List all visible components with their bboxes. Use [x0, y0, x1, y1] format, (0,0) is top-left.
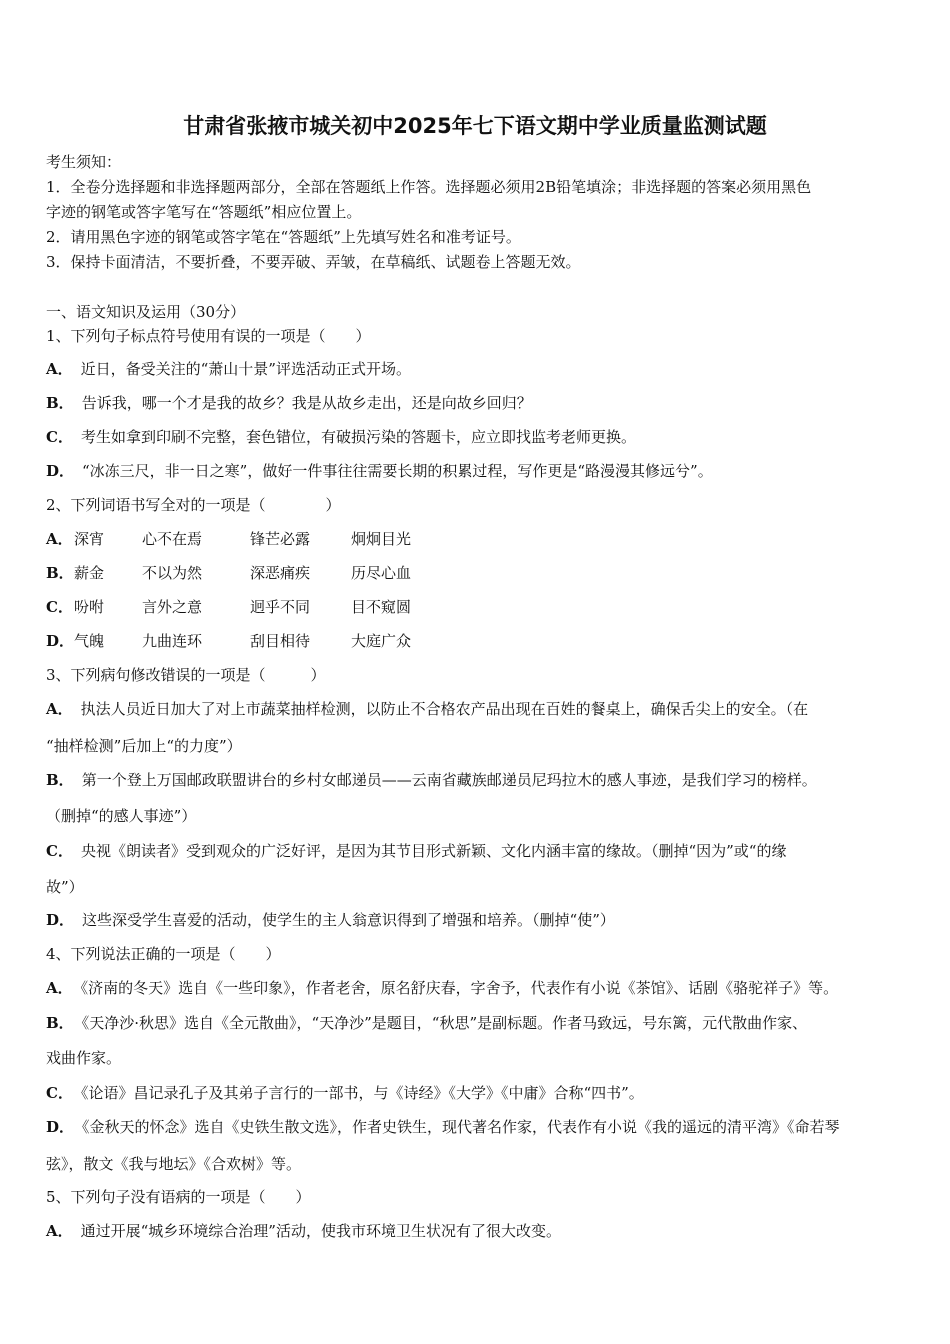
option-text: 第一个登上万国邮政联盟讲台的乡村女邮递员——云南省藏族邮递员尼玛拉木的感人事迹，是我们学习的榜样。 — [81, 771, 817, 789]
option-label: A． — [46, 360, 73, 378]
option-d-continued: 弦》，散文《我与地坛》《合欢树》等。 — [46, 1155, 302, 1173]
option-label: A． — [46, 700, 73, 718]
option-text: 执法人员近日加大了对上市蔬菜抽样检测，以防止不合格农产品出现在百姓的餐桌上，确保舌尖上的安全。（在 — [80, 700, 809, 718]
option-d — [46, 1117, 912, 1137]
option-word: 吩咐 — [74, 598, 105, 616]
option-label: A． — [46, 979, 73, 997]
option-text: 《济南的冬天》选自《一些印象》，作者老舍，原名舒庆春，字舍予，代表作有小说《茶馆》、话剧《骆驼祥子》等。 — [80, 979, 839, 997]
option-word: 薪金 — [74, 564, 105, 582]
option-word: 深恶痛疾 — [250, 564, 311, 582]
section-heading: 一、语文知识及运用（30分） — [46, 303, 246, 321]
option-c — [46, 1083, 912, 1103]
option-d — [46, 461, 912, 481]
option-word: 深宵 — [74, 530, 105, 548]
option-label: B． — [46, 564, 74, 582]
option-a — [46, 1221, 912, 1241]
option-label: D． — [46, 462, 75, 480]
option-text: 《天净沙·秋思》选自《全元散曲》，“天净沙”是题目，“秋思”是副标题。作者马致远，号东篱，元代散曲作家、 — [81, 1014, 808, 1032]
question-stem: 3、下列病句修改错误的一项是（ ） — [46, 666, 326, 684]
option-word: 不以为然 — [142, 564, 203, 582]
option-c — [46, 841, 912, 861]
question-stem: 4、下列说法正确的一项是（ ） — [46, 945, 281, 963]
option-b — [46, 393, 912, 413]
option-text: “冰冻三尺，非一日之寒”，做好一件事往往需要长期的积累过程，写作更是“路漫漫其修远兮”。 — [82, 462, 713, 480]
option-text: 央视《朗读者》受到观众的广泛好评，是因为其节目形式新颖、文化内涵丰富的缘故。（删掉“因为”或“的缘 — [80, 842, 787, 860]
question-stem: 2、下列词语书写全对的一项是（ ） — [46, 496, 341, 514]
option-b-continued: （删掉“的感人事迹”） — [46, 807, 197, 825]
option-text: 近日，备受关注的“萧山十景”评选活动正式开场。 — [80, 360, 411, 378]
option-label: A． — [46, 530, 73, 548]
page-title: 甘肃省张掖市城关初中2025年七下语文期中学业质量监测试题 — [183, 114, 767, 138]
option-label: C． — [46, 598, 73, 616]
option-label: C． — [46, 842, 73, 860]
option-a — [46, 978, 912, 998]
option-word: 历尽心血 — [351, 564, 412, 582]
option-text: 考生如拿到印刷不完整，套色错位，有破损污染的答题卡，应立即找监考老师更换。 — [80, 428, 636, 446]
option-word: 刮目相待 — [250, 632, 311, 650]
notice-item: 1．全卷分选择题和非选择题两部分，全部在答题纸上作答。选择题必须用2B铅笔填涂；非选择题的答案必须用黑色 — [46, 178, 812, 196]
option-c-continued: 故”） — [46, 878, 84, 896]
option-b — [46, 1013, 912, 1033]
option-d — [46, 910, 912, 930]
option-label: C． — [46, 428, 73, 446]
option-word: 言外之意 — [142, 598, 203, 616]
option-text: 《金秋天的怀念》选自《史铁生散文选》，作者史铁生，现代著名作家，代表作有小说《我的遥远的清平湾》《命若琴 — [82, 1118, 840, 1136]
option-text: 告诉我，哪一个才是我的故乡？我是从故乡走出，还是向故乡回归？ — [81, 394, 532, 412]
option-word: 迥乎不同 — [250, 598, 311, 616]
option-label: D． — [46, 632, 75, 650]
option-c — [46, 427, 912, 447]
option-a-continued: “抽样检测”后加上“的力度”） — [46, 737, 242, 755]
option-word: 目不窥圆 — [351, 598, 412, 616]
option-word: 九曲连环 — [142, 632, 203, 650]
option-text: 这些深受学生喜爱的活动，使学生的主人翁意识得到了增强和培养。（删掉“使”） — [82, 911, 615, 929]
option-label: A． — [46, 1222, 73, 1240]
option-text: 通过开展“城乡环境综合治理”活动，使我市环境卫生状况有了很大改变。 — [80, 1222, 561, 1240]
option-label: C． — [46, 1084, 73, 1102]
notice-item: 3．保持卡面清洁，不要折叠，不要弄破、弄皱，在草稿纸、试题卷上答题无效。 — [46, 253, 581, 271]
option-label: B． — [46, 1014, 74, 1032]
option-label: D． — [46, 911, 75, 929]
option-word: 气魄 — [74, 632, 105, 650]
option-b-continued: 戏曲作家。 — [46, 1049, 122, 1067]
notice-item: 字迹的钢笔或答字笔写在“答题纸”相应位置上。 — [46, 203, 362, 221]
notice-item: 2．请用黑色字迹的钢笔或答字笔在“答题纸”上先填写姓名和准考证号。 — [46, 228, 521, 246]
option-word: 心不在焉 — [142, 530, 203, 548]
notice-heading: 考生须知： — [46, 153, 122, 171]
option-word: 大庭广众 — [351, 632, 412, 650]
option-a — [46, 359, 912, 379]
question-stem: 5、下列句子没有语病的一项是（ ） — [46, 1188, 311, 1206]
option-word: 炯炯目光 — [351, 530, 412, 548]
option-b — [46, 770, 912, 790]
question-stem: 1、下列句子标点符号使用有误的一项是（ ） — [46, 327, 371, 345]
option-label: D． — [46, 1118, 75, 1136]
option-a — [46, 699, 912, 719]
option-label: B． — [46, 771, 74, 789]
option-label: B． — [46, 394, 74, 412]
option-text: 《论语》昌记录孔子及其弟子言行的一部书，与《诗经》《大学》《中庸》合称“四书”。 — [80, 1084, 644, 1102]
option-word: 锋芒必露 — [250, 530, 311, 548]
